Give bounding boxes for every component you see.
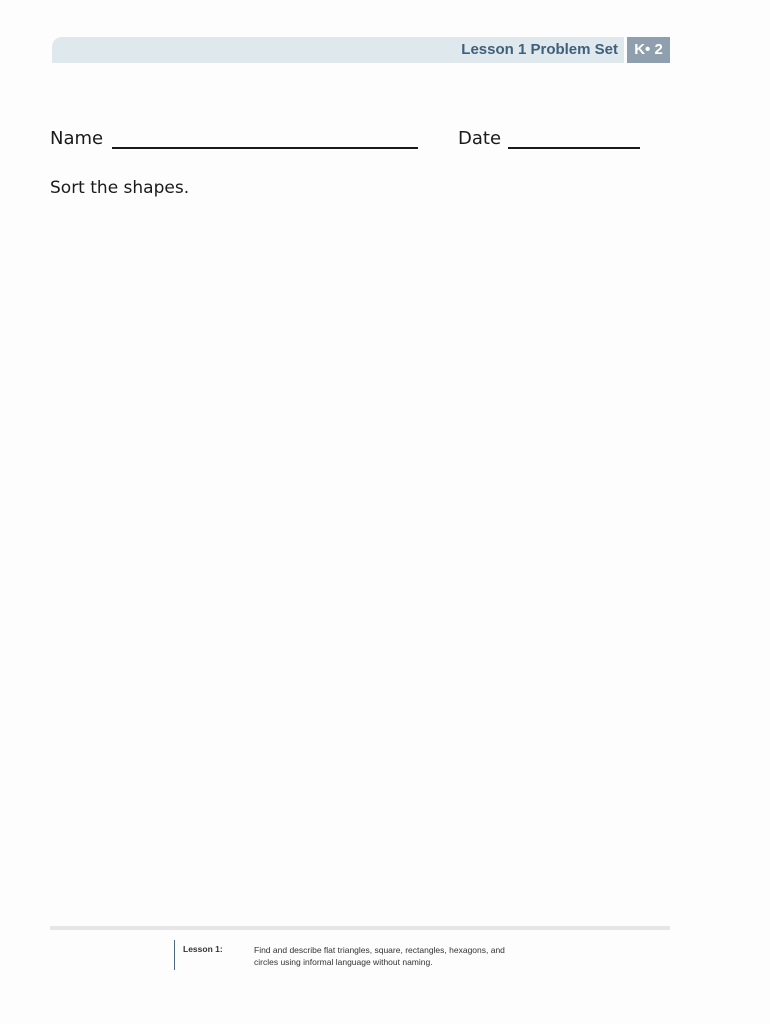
footer-description-line-1: Find and describe flat triangles, square, rectangles, hexagons, and xyxy=(254,945,505,955)
name-label: Name xyxy=(50,128,104,149)
date-blank-line[interactable] xyxy=(508,127,640,149)
date-label: Date xyxy=(458,128,502,149)
date-field xyxy=(458,127,640,149)
grade-module-badge: K• 2 xyxy=(627,37,670,63)
instruction-text: Sort the shapes. xyxy=(50,178,190,198)
name-field xyxy=(50,127,418,149)
name-blank-line[interactable] xyxy=(112,127,418,149)
footer-lesson-label: Lesson 1: xyxy=(183,944,223,954)
footer-divider xyxy=(174,940,175,970)
page-title: Lesson 1 Problem Set xyxy=(461,41,618,58)
footer-rule xyxy=(50,926,670,930)
footer-description-line-2: circles using informal language without naming. xyxy=(254,957,433,967)
footer-description xyxy=(254,944,554,968)
